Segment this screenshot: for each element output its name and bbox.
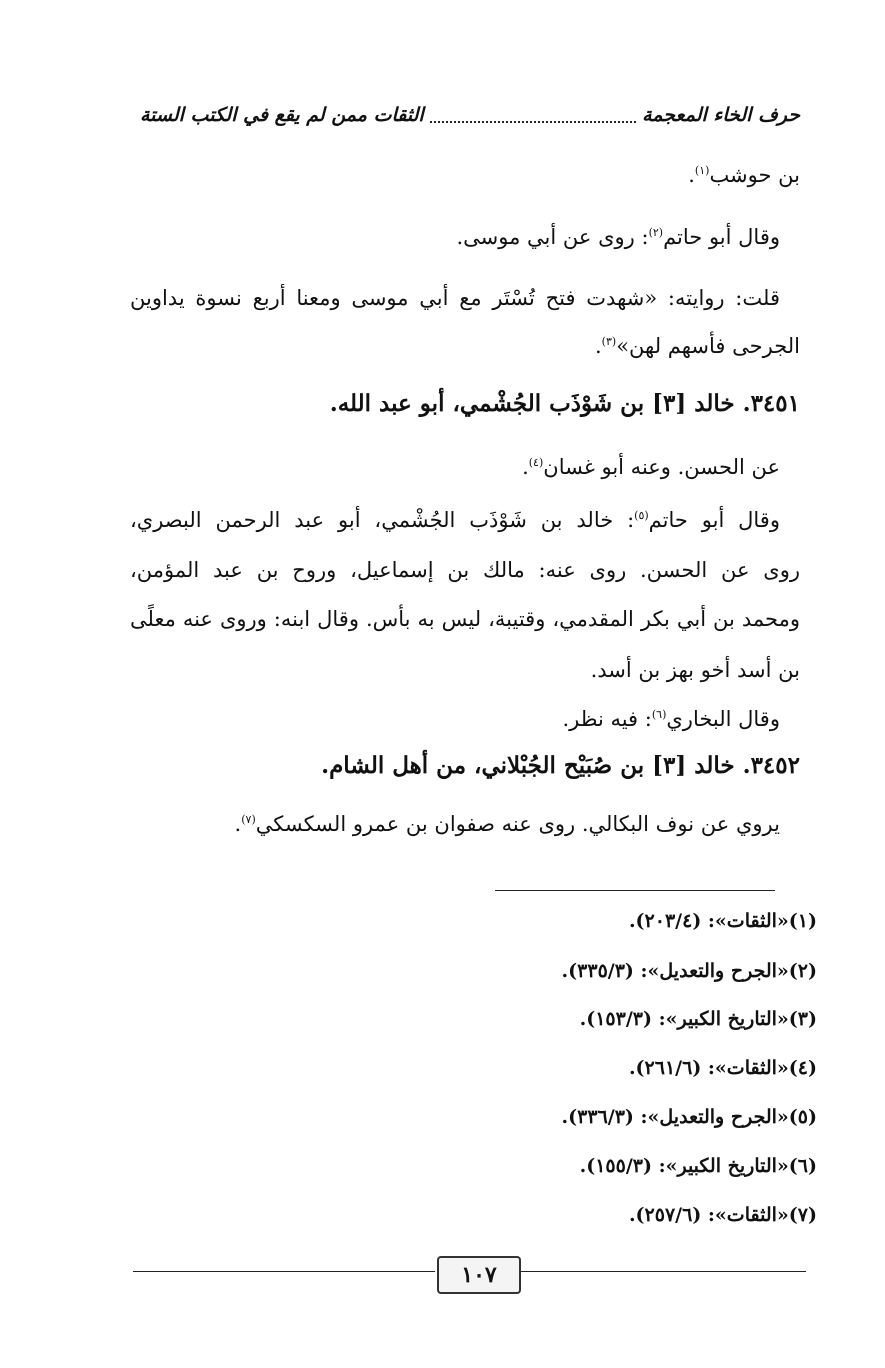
entry-heading: ٣٤٥٢. خالد [٣] بن صُبَيْح الجُبْلاني، من أهل الشام. [321,752,800,779]
text-line: وقال أبو حاتم$^{(٢)}$: روى عن أبي موسى. [456,225,780,249]
footnote: (٧)«الثقات»: (٢٥٧/٦). [628,1204,817,1226]
footer-rule-left [133,1271,435,1272]
footnote: (٤)«الثقات»: (٢٦١/٦). [628,1057,817,1079]
header-dot-leader [430,107,636,123]
page-number: ١٠٧ [437,1256,521,1294]
footnote: (٢)«الجرح والتعديل»: (٣٣٥/٣). [561,960,817,982]
entry-heading: ٣٤٥١. خالد [٣] بن شَوْذَب الجُشْمي، أبو عبد الله. [329,390,800,417]
footnote: (١)«الثقات»: (٢٠٣/٤). [628,910,817,932]
footnote-ref[interactable]: (٦) [651,708,667,721]
footnote-ref[interactable]: (١) [694,164,710,177]
text-line: عن الحسن. وعنه أبو غسان$^{(٤)}$. [522,455,780,479]
text-line: روى عن الحسن. روى عنه: مالك بن إسماعيل، وروح بن عبد المؤمن، [130,558,800,582]
footer-rule-right [519,1271,806,1272]
footnote-separator [495,890,775,891]
text-line: وقال البخاري$^{(٦)}$: فيه نظر. [562,707,780,731]
footnote-ref[interactable]: (٧) [241,813,256,826]
text-line: ومحمد بن أبي بكر المقدمي، وقتيبة، ليس به بأس. وقال ابنه: وروى عنه معلًى [130,607,800,631]
footnote-ref[interactable]: (٣) [601,335,617,348]
text-line: يروي عن نوف البكالي. روى عنه صفوان بن عمرو السكسكي$^{(٧)}$. [234,812,780,836]
text-line: وقال أبو حاتم$^{(٥)}$: خالد بن شَوْذَب الجُشْمي، أبو عبد الرحمن البصري، [130,508,780,532]
text-line: بن أسد أخو بهز بن أسد. [590,658,800,682]
footnote-ref[interactable]: (٥) [634,509,649,522]
text-line: الجرحى فأسهم لهن»$^{(٣)}$. [594,334,800,358]
footnote: (٣)«التاريخ الكبير»: (١٥٣/٣). [579,1008,817,1030]
chapter-title: حرف الخاء المعجمة [642,104,800,126]
running-header [140,98,800,132]
footnote: (٦)«التاريخ الكبير»: (١٥٥/٣). [579,1155,817,1177]
footnote-ref[interactable]: (٢) [648,226,664,239]
footnote: (٥)«الجرح والتعديل»: (٣٣٦/٣). [561,1106,817,1128]
text-line: قلت: روايته: «شهدت فتح تُسْتَر مع أبي موسى ومعنا أربع نسوة يداوين [130,286,780,310]
footnote-ref[interactable]: (٤) [528,456,544,469]
book-title: الثقات ممن لم يقع في الكتب الستة [140,104,424,126]
text-line: بن حوشب$^{(١)}$. [688,163,800,187]
